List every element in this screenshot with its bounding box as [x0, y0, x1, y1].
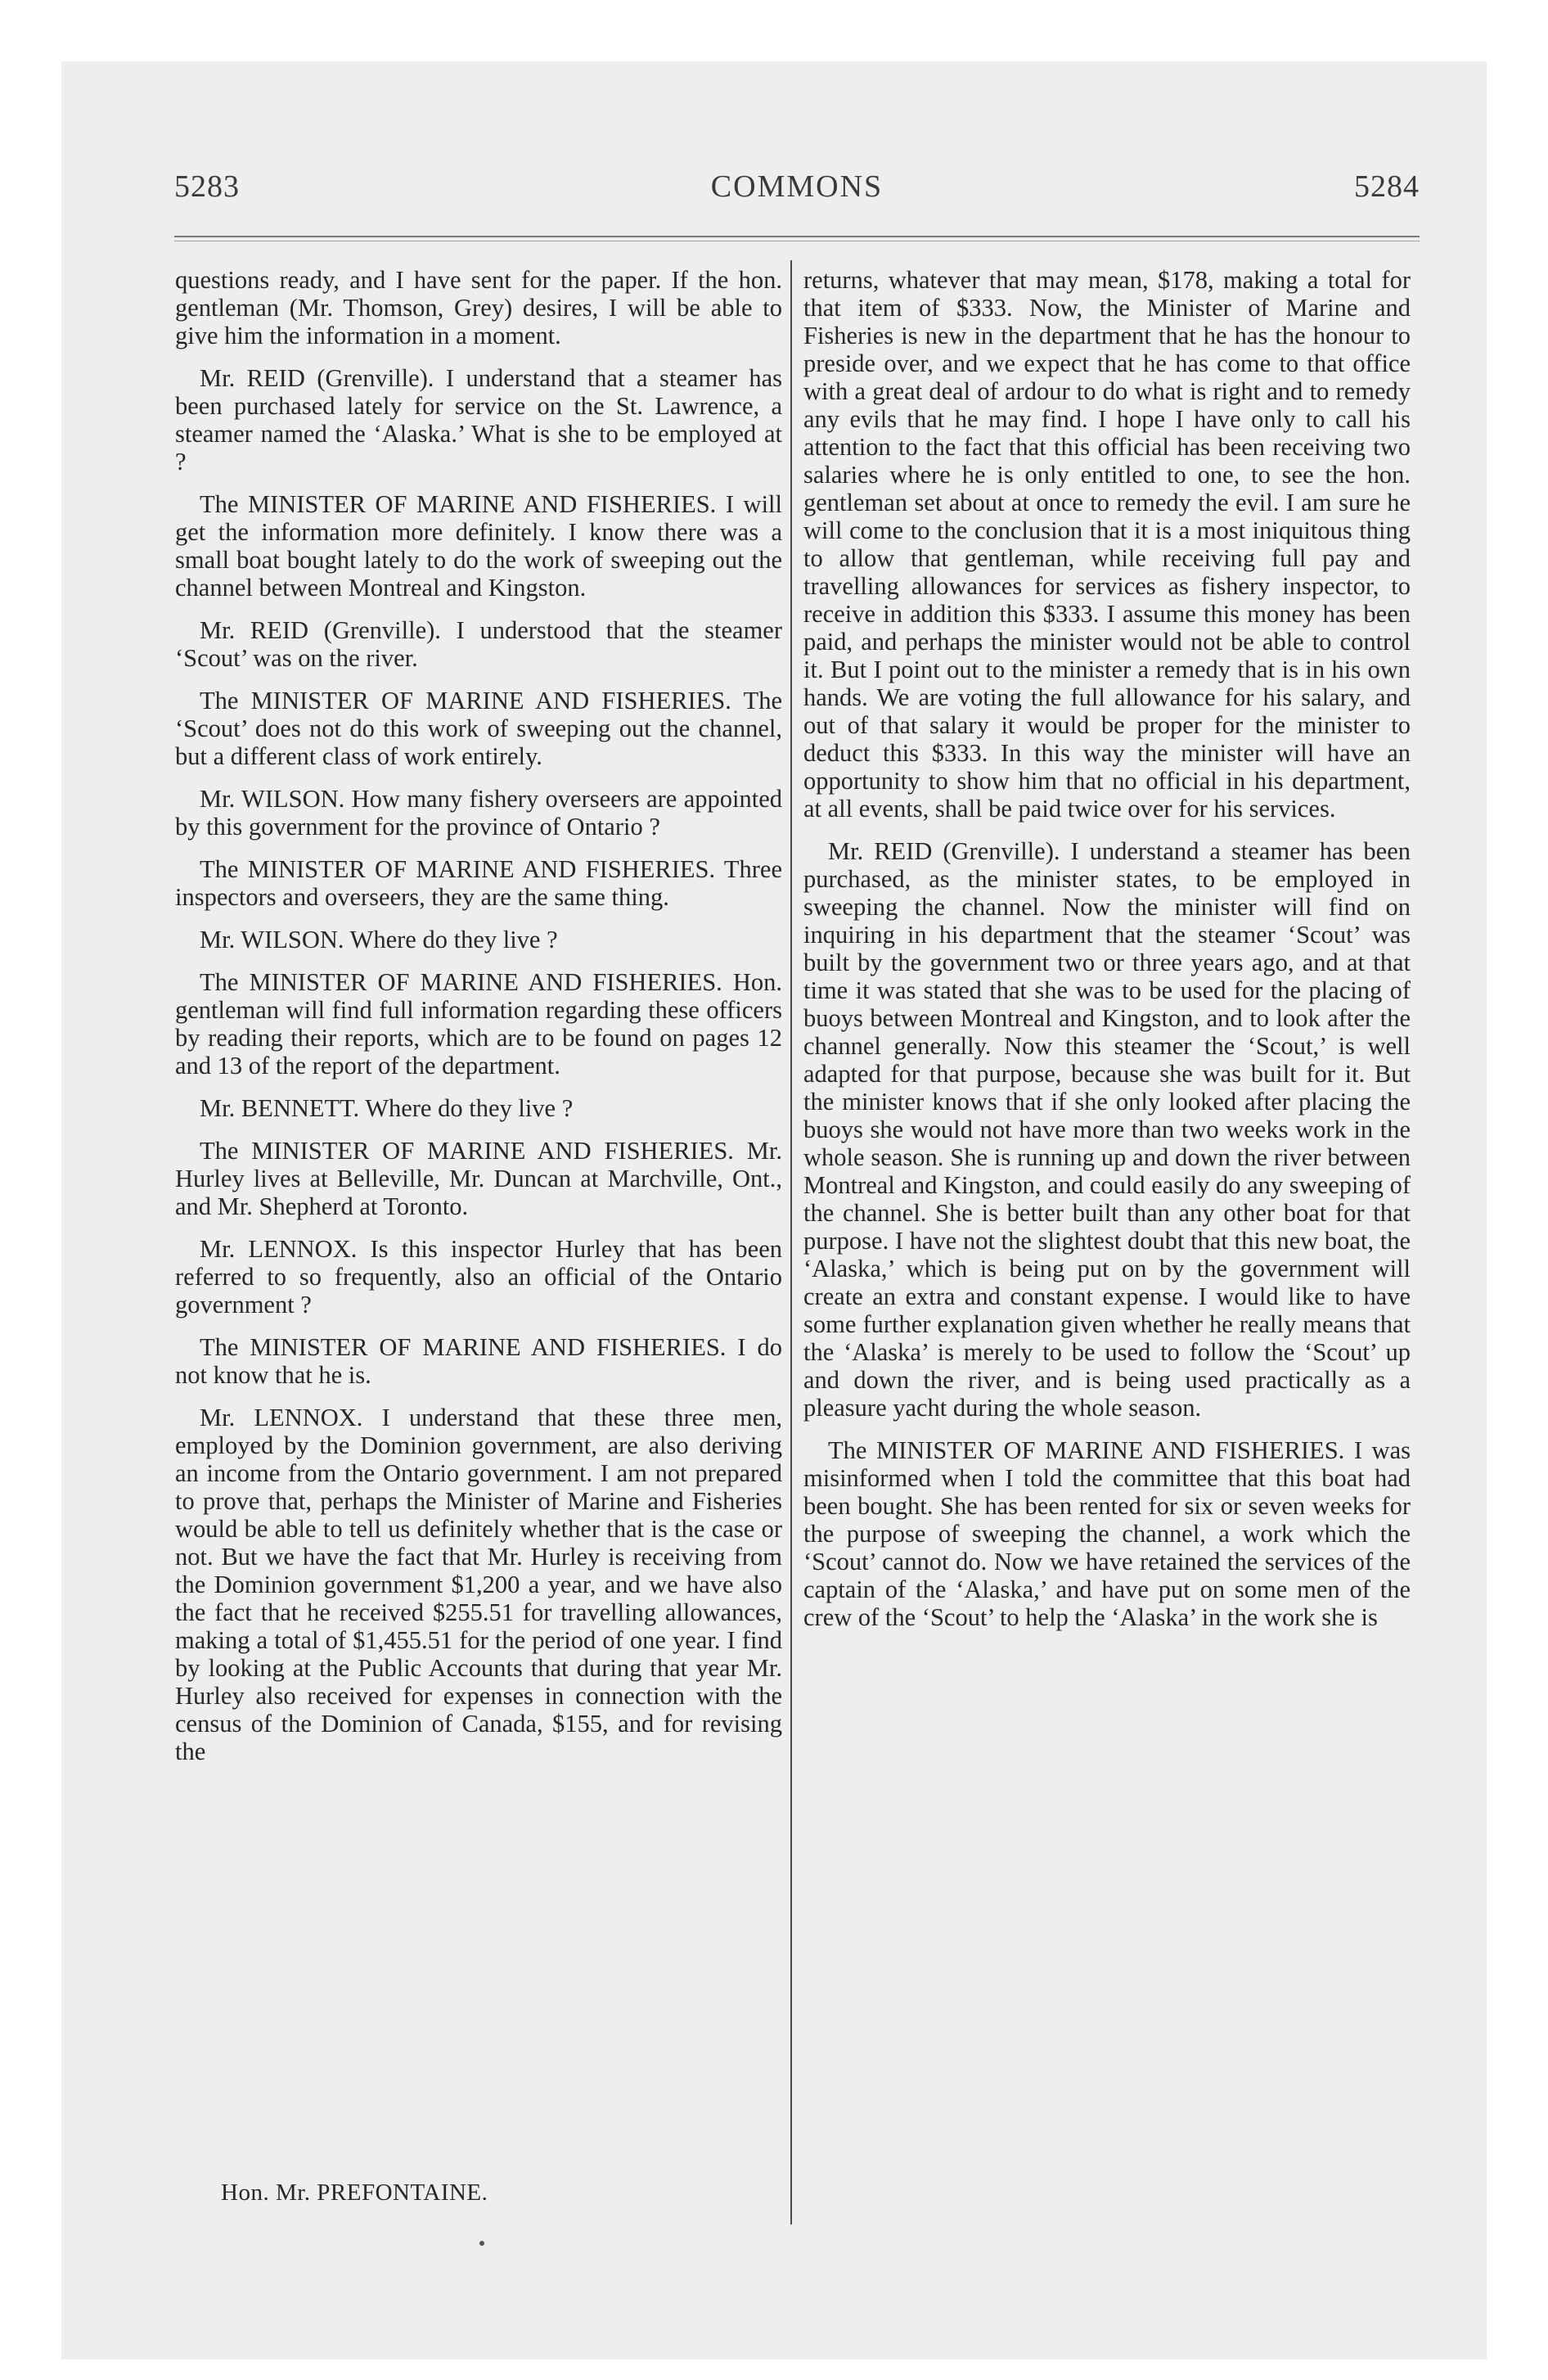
paragraph: The MINISTER OF MARINE AND FISHERIES. The ‘Scout’ does not do this work of sweeping out the channel, but a different class of work entirely.: [175, 687, 782, 770]
paragraph: Mr. WILSON. How many fishery overseers are appointed by this government for the province of Ontario ?: [175, 785, 782, 841]
left-column: [175, 266, 782, 1780]
paragraph: The MINISTER OF MARINE AND FISHERIES. Mr. Hurley lives at Belleville, Mr. Duncan at Marchville, Ont., and Mr. Shepherd at Toronto.: [175, 1137, 782, 1220]
page-number-left: 5283: [174, 169, 240, 204]
paragraph: questions ready, and I have sent for the paper. If the hon. gentleman (Mr. Thomson, Grey) desires, I will be able to give him the information in a moment.: [175, 266, 782, 349]
header-rule: [174, 236, 1420, 237]
paragraph: Mr. WILSON. Where do they live ?: [200, 926, 558, 953]
page-header: [174, 169, 1420, 210]
paragraph: Mr. LENNOX. I understand that these three men, employed by the Dominion government, are also deriving an income from the Ontario government. I am not prepared to prove that, perhaps the Minister of Marine and Fisheries would be able to tell us definitely whether that is the case or not. But we have the fact that Mr. Hurley is receiving from the Dominion government $1,200 a year, and we have also the fact that he received $255.51 for travelling allowances, making a total of $1,455.51 for the period of one year. I find by looking at the Public Accounts that during that year Mr. Hurley also received for expenses in connection with the census of the Dominion of Canada, $155, and for revising the: [175, 1404, 782, 1765]
paragraph: The MINISTER OF MARINE AND FISHERIES. I was misinformed when I told the committee that this boat had been bought. She has been rented for six or seven weeks for the purpose of sweeping the channel, a work which the ‘Scout’ cannot do. Now we have retained the services of the captain of the ‘Alaska,’ and have put on some men of the crew of the ‘Scout’ to help the ‘Alaska’ in the work she is: [803, 1436, 1411, 1631]
right-column: [803, 266, 1411, 1646]
ink-dot: [479, 2241, 484, 2246]
paragraph: The MINISTER OF MARINE AND FISHERIES. I do not know that he is.: [175, 1333, 782, 1389]
column-divider: [790, 260, 792, 2224]
paragraph: The MINISTER OF MARINE AND FISHERIES. Hon. gentleman will find full information regarding these officers by reading their reports, which are to be found on pages 12 and 13 of the report of the department.: [175, 968, 782, 1080]
page-title: COMMONS: [710, 169, 884, 204]
page-number-right: 5284: [1354, 169, 1420, 204]
paragraph: Mr. REID (Grenville). I understand that a steamer has been purchased lately for service on the St. Lawrence, a steamer named the ‘Alaska.’ What is she to be employed at ?: [175, 364, 782, 476]
paragraph: returns, whatever that may mean, $178, making a total for that item of $333. Now, the Minister of Marine and Fisheries is new in the department that he has the honour to preside over, and we expect that he has come to that office with a great deal of ardour to do what is right and to remedy any evils that he may find. I hope I have only to call his attention to the fact that this official has been receiving two salaries where he is only entitled to one, to see the hon. gentleman set about at once to remedy the evil. I am sure he will come to the conclusion that it is a most iniquitous thing to allow that gentleman, while receiving full pay and travelling allowances for services as fishery inspector, to receive in addition this $333. I assume this money has been paid, and perhaps the minister would not be able to control it. But I point out to the minister a remedy that is in his own hands. We are voting the full allowance for his salary, and out of that salary it would be proper for the minister to deduct this $333. In this way the minister will have an opportunity to show him that no official in his department, at all events, shall be paid twice over for his services.: [803, 266, 1411, 823]
paragraph: The MINISTER OF MARINE AND FISHERIES. Three inspectors and overseers, they are the same thing.: [175, 855, 782, 911]
catchword: Hon. Mr. PREFONTAINE.: [221, 2179, 488, 2206]
paragraph: Mr. LENNOX. Is this inspector Hurley that has been referred to so frequently, also an official of the Ontario government ?: [175, 1235, 782, 1318]
paragraph: Mr. REID (Grenville). I understand a steamer has been purchased, as the minister states, to be employed in sweeping the channel. Now the minister will find on inquiring in his department that the steamer ‘Scout’ was built by the government two or three years ago, and at that time it was stated that she was to be used for the placing of buoys between Montreal and Kingston, and to look after the channel generally. Now this steamer the ‘Scout,’ is well adapted for that purpose, because she was built for it. But the minister knows that if she only looked after placing the buoys she would not have more than two weeks work in the whole season. She is running up and down the river between Montreal and Kingston, and could easily do any sweeping of the channel. She is better built than any other boat for that purpose. I have not the slightest doubt that this new boat, the ‘Alaska,’ which is being put on by the government will create an extra and constant expense. I would like to have some further explanation given whether he really means that the ‘Alaska’ is merely to be used to follow the ‘Scout’ up and down the river, and is being used practically as a pleasure yacht during the whole season.: [803, 837, 1411, 1422]
paragraph: Mr. BENNETT. Where do they live ?: [200, 1094, 574, 1122]
paragraph: Mr. REID (Grenville). I understood that the steamer ‘Scout’ was on the river.: [175, 616, 782, 672]
paragraph: The MINISTER OF MARINE AND FISHERIES. I will get the information more definitely. I know there was a small boat bought lately to do the work of sweeping out the channel between Montreal and Kingston.: [175, 490, 782, 602]
